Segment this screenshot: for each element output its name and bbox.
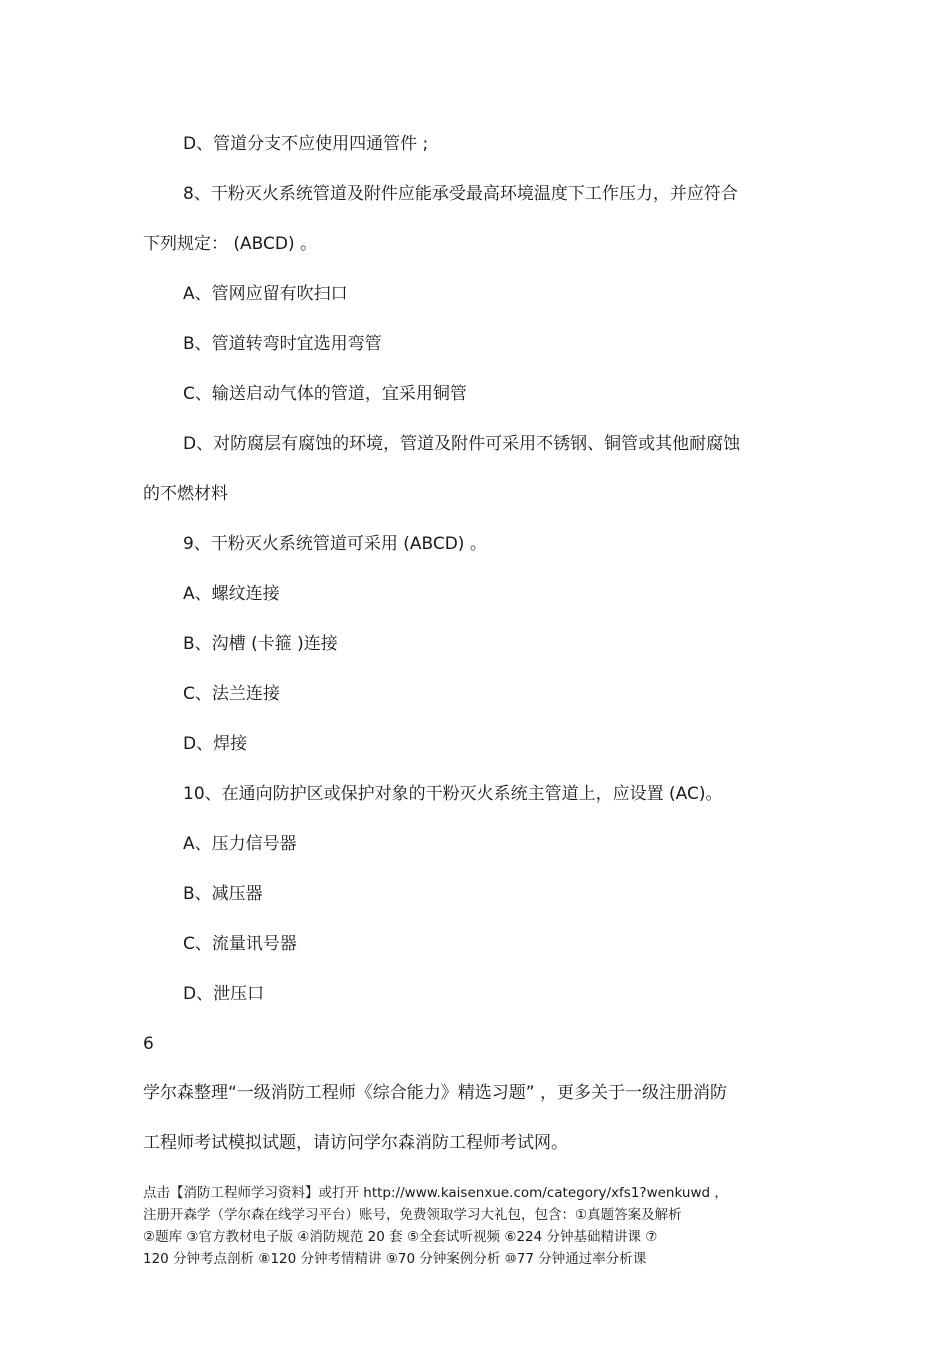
option-c-q9: C、法兰连接 xyxy=(183,684,280,704)
option-c-q8: C、输送启动气体的管道，宜采用铜管 xyxy=(183,384,467,404)
option-a-q9: A、螺纹连接 xyxy=(183,584,280,604)
option-b-q8: B、管道转弯时宜选用弯管 xyxy=(183,334,382,354)
promo-line-1: 学尔森整理“一级消防工程师《综合能力》精选习题” ，更多关于一级注册消防 xyxy=(143,1083,728,1103)
page-number: 6 xyxy=(143,1034,154,1054)
option-c-q10: C、流量讯号器 xyxy=(183,934,297,954)
promo-line-2: 工程师考试模拟试题，请访问学尔森消防工程师考试网。 xyxy=(143,1133,568,1153)
footer-line-4: 120 分钟考点剖析 ⑧120 分钟考情精讲 ⑨70 分钟案例分析 ⑩77 分钟通过率分析课 xyxy=(143,1251,647,1267)
option-a-q8: A、管网应留有吹扫口 xyxy=(183,284,348,304)
option-d-q7: D、管道分支不应使用四通管件 ; xyxy=(183,134,429,154)
option-d-q8-cont: 的不燃材料 xyxy=(143,484,228,504)
option-a-q10: A、压力信号器 xyxy=(183,834,297,854)
question-8-cont: 下列规定： (ABCD) 。 xyxy=(143,234,318,254)
footer-line-3: ②题库 ③官方教材电子版 ④消防规范 20 套 ⑤全套试听视频 ⑥224 分钟基础精讲课 ⑦ xyxy=(143,1229,658,1245)
option-b-q9: B、沟槽 (卡箍 )连接 xyxy=(183,634,338,654)
option-b-q10: B、减压器 xyxy=(183,884,263,904)
option-d-q9: D、焊接 xyxy=(183,734,248,754)
option-d-q10: D、泄压口 xyxy=(183,984,265,1004)
question-10: 10、在通向防护区或保护对象的干粉灭火系统主管道上，应设置 (AC)。 xyxy=(183,784,723,804)
option-d-q8: D、对防腐层有腐蚀的环境，管道及附件可采用不锈钢、铜管或其他耐腐蚀 xyxy=(183,434,741,454)
footer-line-1[interactable]: 点击【消防工程师学习资料】或打开 http://www.kaisenxue.com/category/xfs1?wenkuwd ， xyxy=(143,1185,728,1201)
question-9: 9、干粉灭火系统管道可采用 (ABCD) 。 xyxy=(183,534,487,554)
question-8: 8、干粉灭火系统管道及附件应能承受最高环境温度下工作压力，并应符合 xyxy=(183,184,738,204)
footer-line-2: 注册开森学（学尔森在线学习平台）账号，免费领取学习大礼包，包含：①真题答案及解析 xyxy=(143,1207,682,1223)
